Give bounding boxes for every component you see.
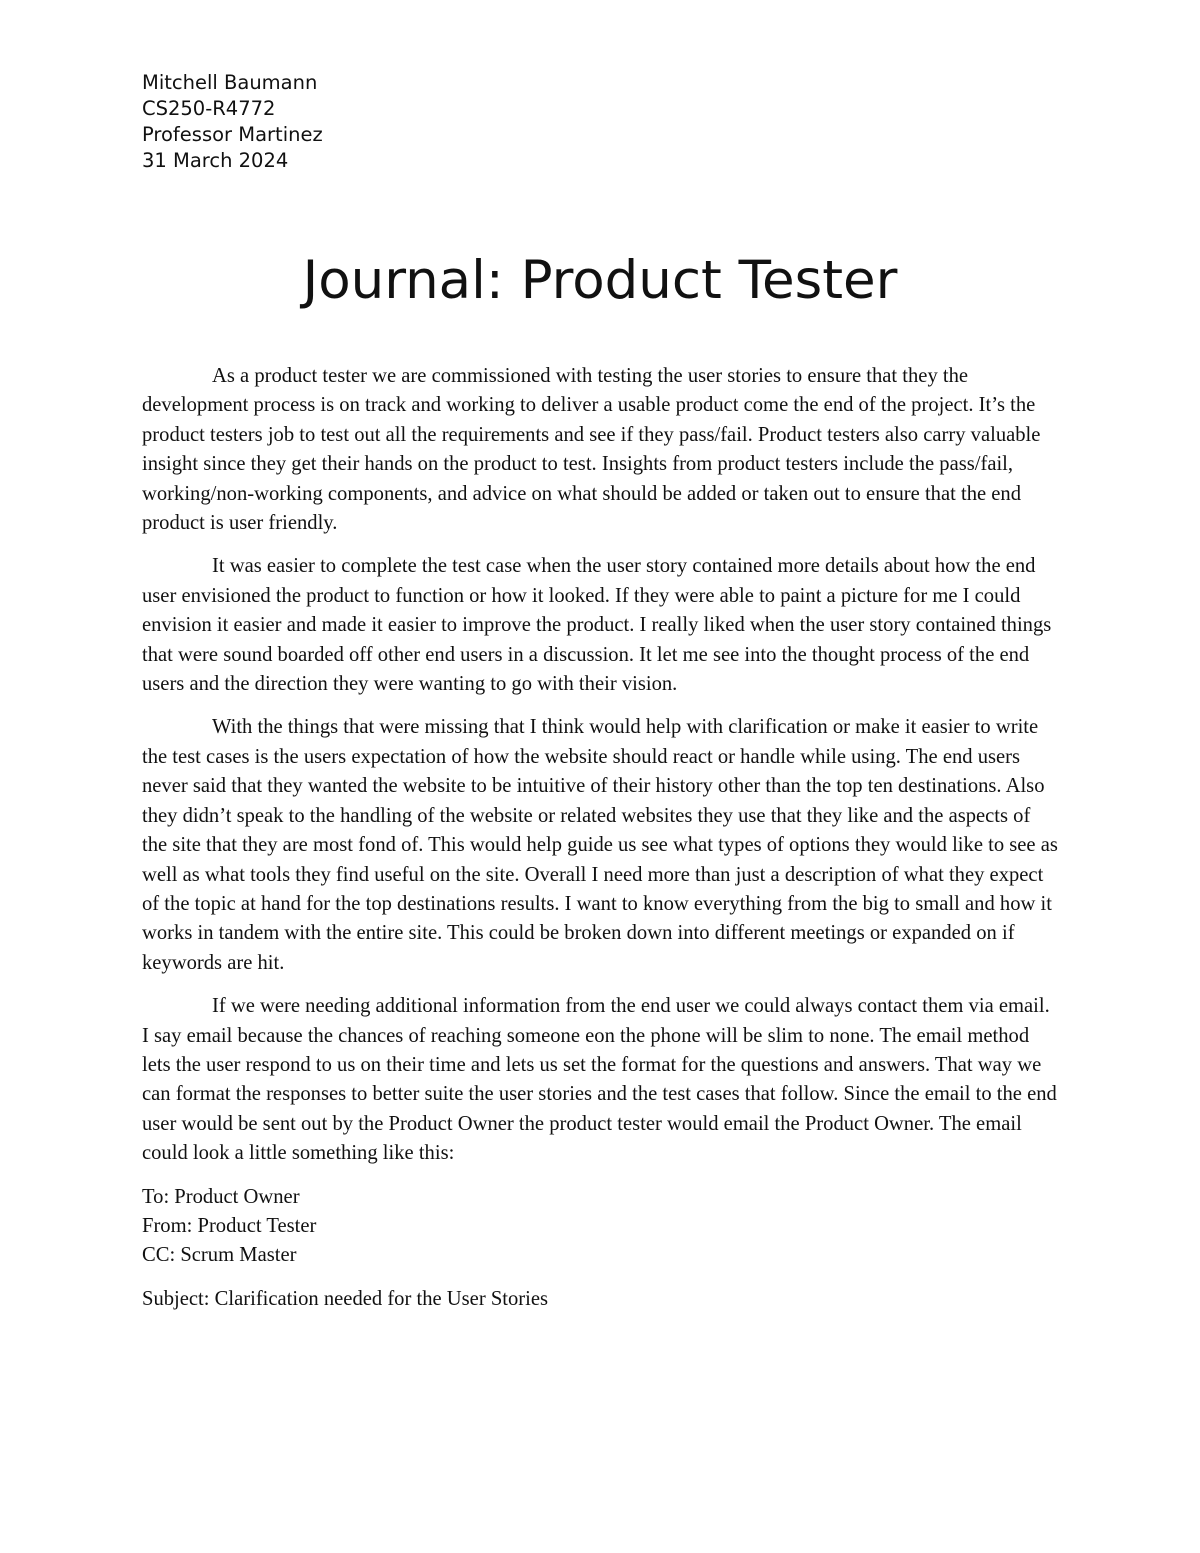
document-date: 31 March 2024 <box>142 149 289 172</box>
paragraph-2: It was easier to complete the test case when the user story contained more details about how the end user envisioned the product to function or how it looked. If they were able to paint a picture for me I could envision it easier and made it easier to improve the product. I really liked when the user story contained things that were sound boarded off other end users in a discussion. It let me see into the thought process of the end users and the direction they were wanting to go with their vision. <box>142 555 1052 696</box>
page-title: Journal: Product Tester <box>302 250 898 311</box>
document-header <box>142 70 323 174</box>
email-to: To: Product Owner <box>142 1185 300 1208</box>
paragraph-1: As a product tester we are commissioned with testing the user stories to ensure that they the development process is on track and working to deliver a usable product come the end of the project. It’s the product testers job to test out all the requirements and see if they pass/fail. Product testers also carry valuable insight since they get their hands on the product to test. Insights from product testers include the pass/fail, working/non-working components, and advice on what should be added or taken out to ensure that the end product is user friendly. <box>142 365 1041 535</box>
email-from: From: Product Tester <box>142 1214 317 1237</box>
author-name: Mitchell Baumann <box>142 71 318 94</box>
course-code: CS250-R4772 <box>142 97 276 120</box>
email-header-block <box>142 1183 1060 1271</box>
email-cc: CC: Scrum Master <box>142 1244 297 1267</box>
email-subject: Subject: Clarification needed for the User Stories <box>142 1287 549 1310</box>
paragraph-3: With the things that were missing that I think would help with clarification or make it easier to write the test cases is the users expectation of how the website should react or handle while using. The end users never said that they wanted the website to be intuitive of their history other than the top ten destinations. Also they didn’t speak to the handling of the website or related websites they use that they like and the aspects of the site that they are most fond of. This would help guide us see what types of options they would like to see as well as what tools they find useful on the site. Overall I need more than just a description of what they expect of the topic at hand for the top destinations results. I want to know everything from the big to small and how it works in tandem with the entire site. This could be broken down into different meetings or expanded on if keywords are hit. <box>142 716 1058 974</box>
paragraph-4: If we were needing additional information from the end user we could always contact them via email. I say email because the chances of reaching someone eon the phone will be slim to none. The email method lets the user respond to us on their time and lets us set the format for the questions and answers. That way we can format the responses to better suite the user stories and the test cases that follow. Since the email to the end user would be sent out by the Product Owner the product tester would email the Product Owner. The email could look a little something like this: <box>142 995 1057 1165</box>
document-body <box>142 362 1060 1314</box>
professor-name: Professor Martinez <box>142 123 323 146</box>
